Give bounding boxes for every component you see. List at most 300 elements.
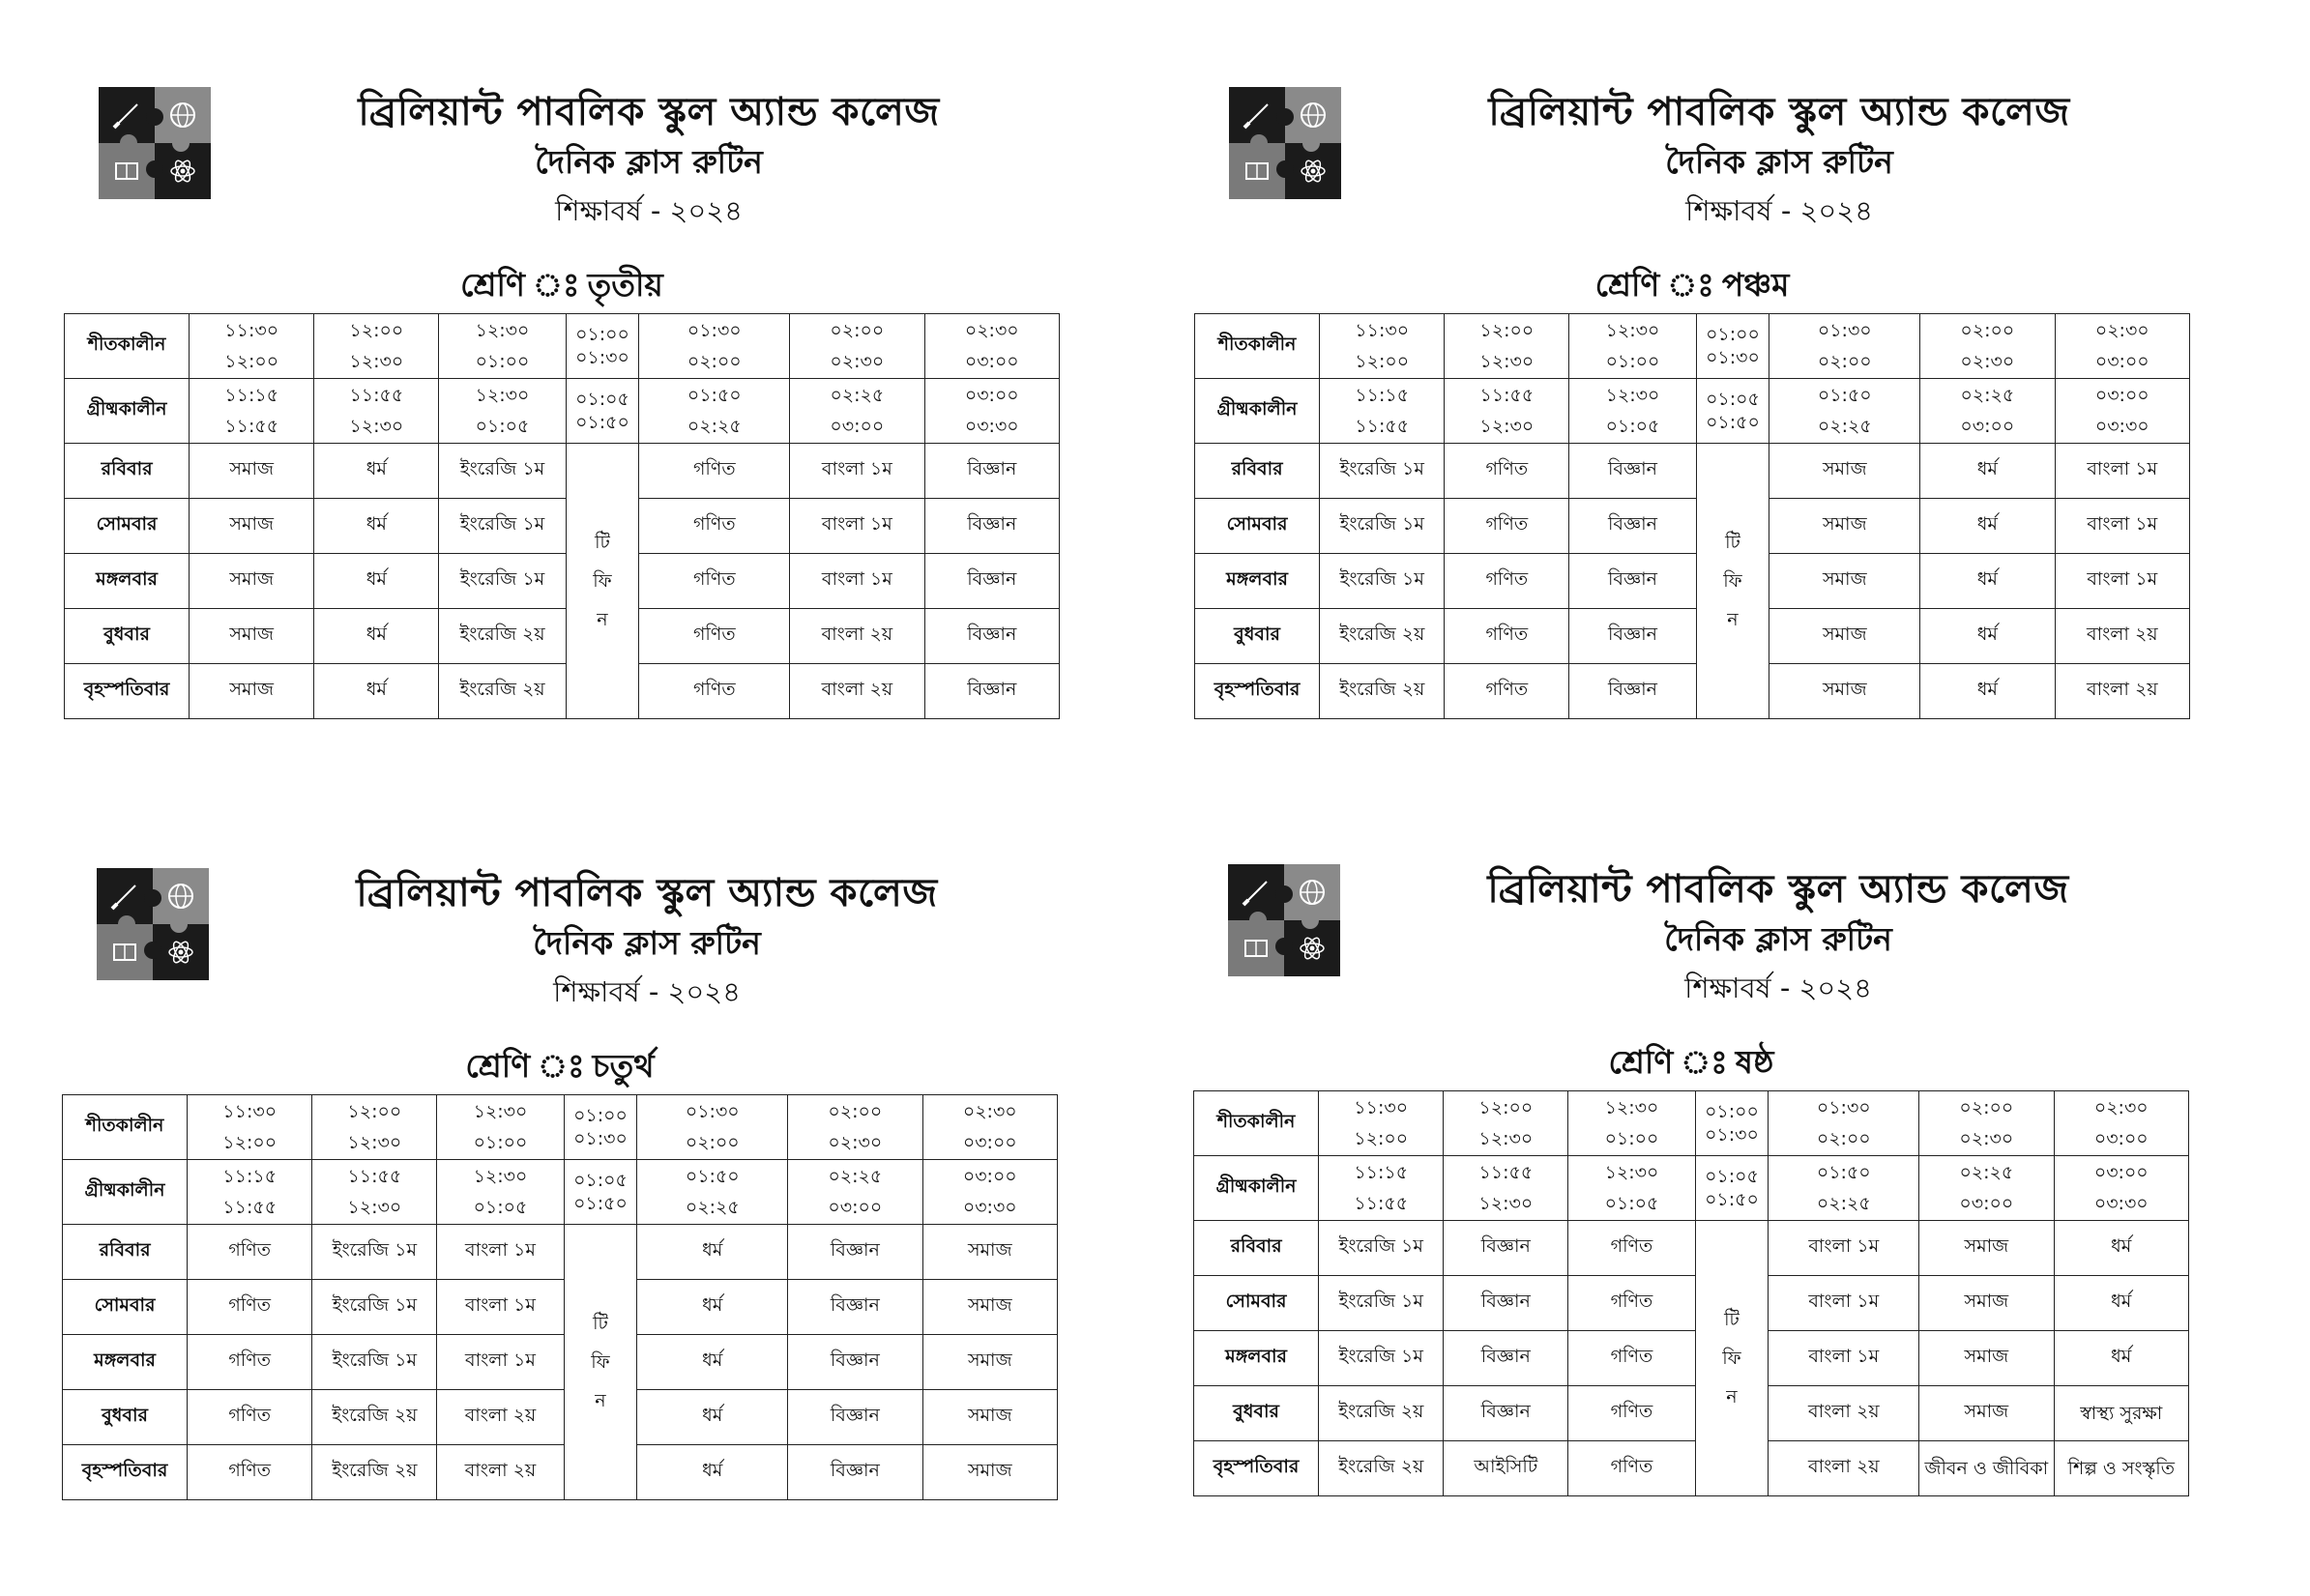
time-slot [1769, 314, 1920, 379]
subject-cell: সমাজ [1919, 1221, 2054, 1276]
day-label: রবিবার [1194, 1221, 1319, 1276]
time-slot [2055, 314, 2189, 379]
time-end: ০৩:০০ [830, 416, 885, 437]
time-end: ০২:২৫ [1816, 1193, 1871, 1214]
subject-cell: সমাজ [1769, 499, 1920, 554]
day-row [1194, 1276, 2189, 1331]
subject-cell: ইংরেজি ২য় [312, 1390, 437, 1445]
day-label: বৃহস্পতিবার [65, 664, 190, 719]
day-label: মঙ্গলবার [63, 1335, 188, 1390]
time-slot [1695, 1156, 1769, 1221]
subject-cell: বাংলা ১ম [790, 444, 924, 499]
time-start: ০১:৫০ [687, 385, 742, 406]
tiffin-cell [564, 1225, 637, 1500]
day-label: বুধবার [63, 1390, 188, 1445]
subject-cell: গণিত [639, 444, 790, 499]
time-start: ১১:৫৫ [1478, 1162, 1534, 1183]
subject-cell: গণিত [1445, 609, 1569, 664]
subject-cell: সমাজ [922, 1225, 1057, 1280]
time-end: ০১:০০ [1605, 351, 1660, 372]
school-name: ব্রিলিয়ান্ট পাবলিক স্কুল অ্যান্ড কলেজ [358, 90, 940, 134]
subject-cell: ইংরেজি ১ম [439, 554, 566, 609]
subject-cell: গণিত [188, 1280, 312, 1335]
subject-cell: ইংরেজি ১ম [1319, 1221, 1444, 1276]
summer-label: গ্রীষ্মকালীন [1195, 379, 1320, 444]
time-end: ০১:০০ [475, 351, 530, 372]
subject-cell: গণিত [1568, 1221, 1695, 1276]
routine-block [64, 81, 1060, 700]
subject-cell: সমাজ [190, 499, 314, 554]
time-start: ০৩:০০ [964, 385, 1019, 406]
subject-cell: বাংলা ১ম [1769, 1221, 1919, 1276]
subject-cell: ধর্ম [2054, 1331, 2188, 1386]
time-start: ০৩:০০ [2093, 1162, 2149, 1183]
subject-cell: সমাজ [190, 554, 314, 609]
day-row [65, 554, 1060, 609]
subject-cell: গণিত [1445, 444, 1569, 499]
tiffin-cell [566, 444, 639, 719]
subject-cell: স্বাস্থ্য সুরক্ষা [2054, 1386, 2188, 1441]
time-slot [1568, 1091, 1695, 1156]
summer-time-row [1195, 379, 2190, 444]
time-slot [314, 314, 439, 379]
time-start: ১১:৫৫ [1479, 385, 1535, 406]
time-end: ০১:৫০ [1706, 412, 1760, 433]
subject-cell: সমাজ [190, 444, 314, 499]
time-start: ১১:৫৫ [349, 385, 404, 406]
academic-year: শিক্ষাবর্ষ - ২০২৪ [553, 975, 741, 1008]
time-slot [922, 1095, 1057, 1160]
class-name: পঞ্চম [1721, 266, 1790, 304]
subject-cell: গণিত [188, 1445, 312, 1500]
time-end: ০৩:০০ [1960, 416, 2015, 437]
tiffin-cell [1696, 444, 1769, 719]
time-slot [190, 379, 314, 444]
class-heading [1193, 1037, 2189, 1091]
time-end: ০২:২৫ [1817, 416, 1872, 437]
subject-cell: ধর্ম [1920, 444, 2055, 499]
subject-cell: ইংরেজি ১ম [312, 1280, 437, 1335]
subject-cell: বিজ্ঞান [924, 664, 1059, 719]
tiffin-char: ফি [591, 1351, 610, 1373]
school-logo [97, 868, 209, 980]
subject-cell: ধর্ম [2054, 1221, 2188, 1276]
school-logo [1228, 864, 1340, 976]
time-end: ০৩:৩০ [962, 1197, 1017, 1218]
subject-cell: বাংলা ১ম [1769, 1276, 1919, 1331]
time-start: ০১:৩০ [685, 1101, 740, 1122]
day-row [1195, 499, 2190, 554]
time-start: ০১:০০ [1705, 1101, 1759, 1122]
subject-cell: ধর্ম [1920, 499, 2055, 554]
routine-table [64, 313, 1060, 719]
subject-cell: সমাজ [922, 1280, 1057, 1335]
time-end: ০৩:০০ [962, 1132, 1017, 1153]
time-end: ১২:৩০ [1479, 351, 1535, 372]
subject-cell: বিজ্ঞান [1444, 1221, 1568, 1276]
subject-cell: বিজ্ঞান [924, 609, 1059, 664]
time-slot [1695, 1091, 1769, 1156]
winter-time-row [1194, 1091, 2189, 1156]
subject-cell: সমাজ [190, 609, 314, 664]
time-end: ১২:৩০ [349, 416, 404, 437]
time-slot [190, 314, 314, 379]
subject-cell: বাংলা ১ম [2055, 554, 2189, 609]
winter-label: শীতকালীন [1194, 1091, 1319, 1156]
time-start: ০২:২৫ [828, 1166, 883, 1187]
time-start: ১২:৩০ [1604, 1097, 1659, 1118]
subject-cell: ইংরেজি ২য় [1320, 609, 1445, 664]
time-slot [314, 379, 439, 444]
summer-label: গ্রীষ্মকালীন [63, 1160, 188, 1225]
subject-cell: ধর্ম [637, 1225, 788, 1280]
summer-time-row [1194, 1156, 2189, 1221]
day-label: রবিবার [65, 444, 190, 499]
time-end: ০২:০০ [1816, 1128, 1871, 1149]
subject-cell: সমাজ [1919, 1276, 2054, 1331]
subject-cell: বিজ্ঞান [1569, 664, 1696, 719]
subject-cell: সমাজ [922, 1335, 1057, 1390]
tiffin-cell [1695, 1221, 1769, 1496]
academic-year: শিক্ষাবর্ষ - ২০২৪ [555, 194, 743, 227]
subject-cell: গণিত [188, 1390, 312, 1445]
tiffin-char: টি [1724, 1309, 1740, 1330]
tiffin-char: ন [597, 609, 608, 630]
class-name: তৃতীয় [587, 266, 663, 304]
time-start: ০২:৩০ [962, 1101, 1017, 1122]
day-row [65, 444, 1060, 499]
subject-cell: ইংরেজি ১ম [1320, 554, 1445, 609]
subject-cell: ইংরেজি ২য় [1319, 1441, 1444, 1496]
time-slot [788, 1160, 922, 1225]
time-slot [312, 1160, 437, 1225]
subject-cell: সমাজ [1769, 444, 1920, 499]
time-start: ০১:০৫ [575, 389, 629, 410]
time-end: ০২:০০ [685, 1132, 740, 1153]
routine-header [1194, 81, 2190, 304]
day-row [63, 1335, 1058, 1390]
day-row [63, 1280, 1058, 1335]
time-start: ০১:৩০ [1816, 1097, 1871, 1118]
subject-cell: গণিত [1568, 1331, 1695, 1386]
subject-cell: বাংলা ১ম [2055, 499, 2189, 554]
time-start: ১১:৩০ [224, 320, 279, 341]
time-start: ০২:২৫ [1959, 1162, 2014, 1183]
time-slot [1320, 379, 1445, 444]
time-slot [1319, 1091, 1444, 1156]
subject-cell: ধর্ম [637, 1280, 788, 1335]
time-start: ০১:৫০ [1816, 1162, 1871, 1183]
subject-cell: গণিত [639, 499, 790, 554]
subject-cell: ইংরেজি ২য় [312, 1445, 437, 1500]
school-name: ব্রিলিয়ান্ট পাবলিক স্কুল অ্যান্ড কলেজ [1487, 867, 2069, 912]
time-slot [188, 1160, 312, 1225]
day-row [63, 1390, 1058, 1445]
day-row [1194, 1221, 2189, 1276]
day-label: সোমবার [65, 499, 190, 554]
day-label: রবিবার [1195, 444, 1320, 499]
winter-time-row [63, 1095, 1058, 1160]
winter-time-row [1195, 314, 2190, 379]
time-start: ১১:৫৫ [347, 1166, 402, 1187]
subject-cell: বাংলা ১ম [437, 1225, 564, 1280]
subject-cell: গণিত [1445, 664, 1569, 719]
time-end: ০২:২৫ [687, 416, 742, 437]
time-end: ০১:০০ [473, 1132, 528, 1153]
winter-time-row [65, 314, 1060, 379]
time-slot [564, 1095, 637, 1160]
time-end: ০৩:০০ [964, 351, 1019, 372]
day-label: বৃহস্পতিবার [1195, 664, 1320, 719]
class-separator: ঃ [538, 1047, 585, 1085]
time-end: ১২:০০ [1354, 1128, 1409, 1149]
class-prefix: শ্রেণি [460, 266, 525, 304]
routine-header [62, 862, 1058, 1085]
day-row [65, 609, 1060, 664]
subject-cell: ইংরেজি ২য় [439, 664, 566, 719]
subject-cell: গণিত [1568, 1441, 1695, 1496]
day-row [1194, 1386, 2189, 1441]
time-end: ১২:৩০ [1478, 1128, 1534, 1149]
subject-cell: ধর্ম [637, 1335, 788, 1390]
subject-cell: সমাজ [1919, 1386, 2054, 1441]
subject-cell: বিজ্ঞান [1444, 1276, 1568, 1331]
time-start: ০২:৩০ [964, 320, 1019, 341]
time-start: ১২:০০ [347, 1101, 402, 1122]
day-label: বুধবার [65, 609, 190, 664]
routine-table [62, 1094, 1058, 1500]
time-slot [1445, 379, 1569, 444]
time-end: ০৩:০০ [828, 1197, 883, 1218]
school-name: ব্রিলিয়ান্ট পাবলিক স্কুল অ্যান্ড কলেজ [356, 871, 938, 915]
time-slot [1769, 379, 1920, 444]
subject-cell: গণিত [1568, 1276, 1695, 1331]
time-slot [790, 379, 924, 444]
time-end: ০১:৫০ [1705, 1189, 1759, 1210]
tiffin-char: ন [595, 1390, 606, 1411]
subject-cell: বাংলা ১ম [790, 554, 924, 609]
time-start: ১২:৩০ [473, 1166, 528, 1187]
routine-table [1194, 313, 2190, 719]
subject-cell: গণিত [188, 1335, 312, 1390]
time-start: ১১:৩০ [222, 1101, 278, 1122]
time-slot [312, 1095, 437, 1160]
time-slot [1696, 379, 1769, 444]
subject-cell: ইংরেজি ১ম [1319, 1276, 1444, 1331]
subject-cell: বিজ্ঞান [924, 554, 1059, 609]
subject-cell: বিজ্ঞান [924, 444, 1059, 499]
time-slot [1569, 314, 1696, 379]
class-separator: ঃ [1667, 266, 1714, 304]
time-slot [1919, 1156, 2054, 1221]
time-slot [1696, 314, 1769, 379]
time-slot [639, 379, 790, 444]
tiffin-char: ফি [1722, 1348, 1741, 1369]
subject-cell: ইংরেজি ২য় [439, 609, 566, 664]
time-slot [1568, 1156, 1695, 1221]
time-end: ০৩:০০ [2094, 351, 2149, 372]
time-slot [437, 1095, 564, 1160]
time-slot [1444, 1091, 1568, 1156]
time-start: ০১:০৫ [1705, 1166, 1759, 1187]
subject-cell: বাংলা ২য় [1769, 1386, 1919, 1441]
time-slot [1769, 1091, 1919, 1156]
day-label: মঙ্গলবার [1195, 554, 1320, 609]
routine-title: দৈনিক ক্লাস রুটিন [533, 924, 761, 962]
time-end: ০৩:০০ [1959, 1193, 2014, 1214]
time-slot [566, 314, 639, 379]
subject-cell: গণিত [1445, 499, 1569, 554]
subject-cell: বাংলা ২য় [790, 664, 924, 719]
subject-cell: ধর্ম [314, 664, 439, 719]
time-start: ০২:০০ [1959, 1097, 2014, 1118]
class-name: চতুর্থ [592, 1047, 655, 1085]
class-separator: ঃ [532, 266, 580, 304]
winter-label: শীতকালীন [65, 314, 190, 379]
time-end: ০৩:০০ [2093, 1128, 2149, 1149]
subject-cell: ইংরেজি ২য় [1320, 664, 1445, 719]
subject-cell: ইংরেজি ১ম [439, 499, 566, 554]
tiffin-char: ফি [1723, 570, 1742, 592]
subject-cell: বিজ্ঞান [1569, 444, 1696, 499]
time-start: ১২:০০ [1479, 320, 1535, 341]
time-end: ১২:৩০ [347, 1132, 402, 1153]
subject-cell: ইংরেজি ১ম [439, 444, 566, 499]
day-label: সোমবার [1195, 499, 1320, 554]
tiffin-char: ফি [593, 570, 612, 592]
school-name: ব্রিলিয়ান্ট পাবলিক স্কুল অ্যান্ড কলেজ [1488, 90, 2070, 134]
time-start: ১২:৩০ [1605, 385, 1660, 406]
day-label: বুধবার [1195, 609, 1320, 664]
time-start: ০১:৫০ [685, 1166, 740, 1187]
time-slot [1919, 1091, 2054, 1156]
time-start: ১২:৩০ [475, 320, 530, 341]
day-row [1194, 1441, 2189, 1496]
time-end: ১২:০০ [222, 1132, 278, 1153]
subject-cell: বিজ্ঞান [1444, 1331, 1568, 1386]
time-end: ০১:০০ [1604, 1128, 1659, 1149]
time-slot [1769, 1156, 1919, 1221]
day-row [1195, 609, 2190, 664]
academic-year: শিক্ষাবর্ষ - ২০২৪ [1685, 194, 1873, 227]
subject-cell: বিজ্ঞান [1569, 554, 1696, 609]
time-slot [1569, 379, 1696, 444]
school-logo [99, 87, 211, 199]
summer-time-row [65, 379, 1060, 444]
subject-cell: ধর্ম [1920, 664, 2055, 719]
time-end: ১১:৫৫ [1355, 416, 1410, 437]
time-slot [924, 379, 1059, 444]
time-slot [637, 1160, 788, 1225]
tiffin-char: টি [593, 1313, 608, 1334]
time-start: ১২:৩০ [1605, 320, 1660, 341]
time-end: ০২:০০ [687, 351, 742, 372]
time-end: ১১:৫৫ [1354, 1193, 1409, 1214]
time-slot [639, 314, 790, 379]
day-row [1194, 1331, 2189, 1386]
time-end: ০২:২৫ [685, 1197, 740, 1218]
class-prefix: শ্রেণি [1594, 266, 1660, 304]
subject-cell: ধর্ম [314, 554, 439, 609]
subject-cell: ধর্ম [637, 1390, 788, 1445]
class-heading [64, 260, 1060, 314]
time-start: ০১:০৫ [573, 1170, 628, 1191]
subject-cell: বাংলা ২য় [790, 609, 924, 664]
time-end: ০১:৫০ [575, 412, 629, 433]
routine-block [62, 862, 1058, 1481]
routine-header [64, 81, 1060, 304]
subject-cell: বিজ্ঞান [788, 1445, 922, 1500]
day-label: বুধবার [1194, 1386, 1319, 1441]
subject-cell: বাংলা ১ম [790, 499, 924, 554]
time-start: ০৩:০০ [2094, 385, 2149, 406]
subject-cell: বিজ্ঞান [788, 1390, 922, 1445]
time-end: ০১:০৫ [1605, 416, 1660, 437]
time-end: ০২:৩০ [830, 351, 885, 372]
subject-cell: শিল্প ও সংস্কৃতি [2054, 1441, 2188, 1496]
subject-cell: বিজ্ঞান [924, 499, 1059, 554]
class-separator: ঃ [1681, 1043, 1728, 1081]
class-heading [62, 1041, 1058, 1095]
tiffin-char: ন [1727, 609, 1739, 630]
time-end: ১২:৩০ [1479, 416, 1535, 437]
subject-cell: ধর্ম [1920, 554, 2055, 609]
summer-time-row [63, 1160, 1058, 1225]
winter-label: শীতকালীন [1195, 314, 1320, 379]
subject-cell: গণিত [188, 1225, 312, 1280]
subject-cell: গণিত [639, 609, 790, 664]
subject-cell: বিজ্ঞান [1569, 499, 1696, 554]
subject-cell: বিজ্ঞান [1444, 1386, 1568, 1441]
time-slot [2054, 1091, 2188, 1156]
subject-cell: সমাজ [1769, 609, 1920, 664]
time-start: ০২:০০ [1960, 320, 2015, 341]
time-end: ০২:৩০ [1959, 1128, 2014, 1149]
time-end: ১১:৫৫ [224, 416, 279, 437]
time-start: ০২:০০ [830, 320, 885, 341]
time-end: ০১:৩০ [1706, 347, 1760, 368]
time-start: ১১:৩০ [1354, 1097, 1409, 1118]
routine-title: দৈনিক ক্লাস রুটিন [535, 143, 763, 181]
day-row [65, 499, 1060, 554]
subject-cell: বিজ্ঞান [788, 1335, 922, 1390]
subject-cell: সমাজ [922, 1390, 1057, 1445]
day-row [63, 1445, 1058, 1500]
time-end: ০২:৩০ [1960, 351, 2015, 372]
subject-cell: ইংরেজি ১ম [312, 1335, 437, 1390]
time-end: ০৩:৩০ [2094, 416, 2149, 437]
time-slot [564, 1160, 637, 1225]
time-slot [1444, 1156, 1568, 1221]
day-label: বৃহস্পতিবার [1194, 1441, 1319, 1496]
tiffin-char: টি [1725, 532, 1740, 553]
time-start: ১১:১৫ [222, 1166, 278, 1187]
time-start: ০১:০০ [575, 324, 629, 345]
subject-cell: বাংলা ২য় [437, 1445, 564, 1500]
class-heading [1194, 260, 2190, 314]
subject-cell: বাংলা ২য় [1769, 1441, 1919, 1496]
subject-cell: সমাজ [1769, 554, 1920, 609]
time-start: ০২:২৫ [830, 385, 885, 406]
routine-header [1193, 858, 2189, 1081]
day-label: বৃহস্পতিবার [63, 1445, 188, 1500]
time-end: ০১:৩০ [1705, 1124, 1759, 1146]
subject-cell: গণিত [639, 664, 790, 719]
time-slot [2055, 379, 2189, 444]
routine-block [1193, 858, 2189, 1479]
winter-label: শীতকালীন [63, 1095, 188, 1160]
time-end: ০১:০৫ [475, 416, 530, 437]
